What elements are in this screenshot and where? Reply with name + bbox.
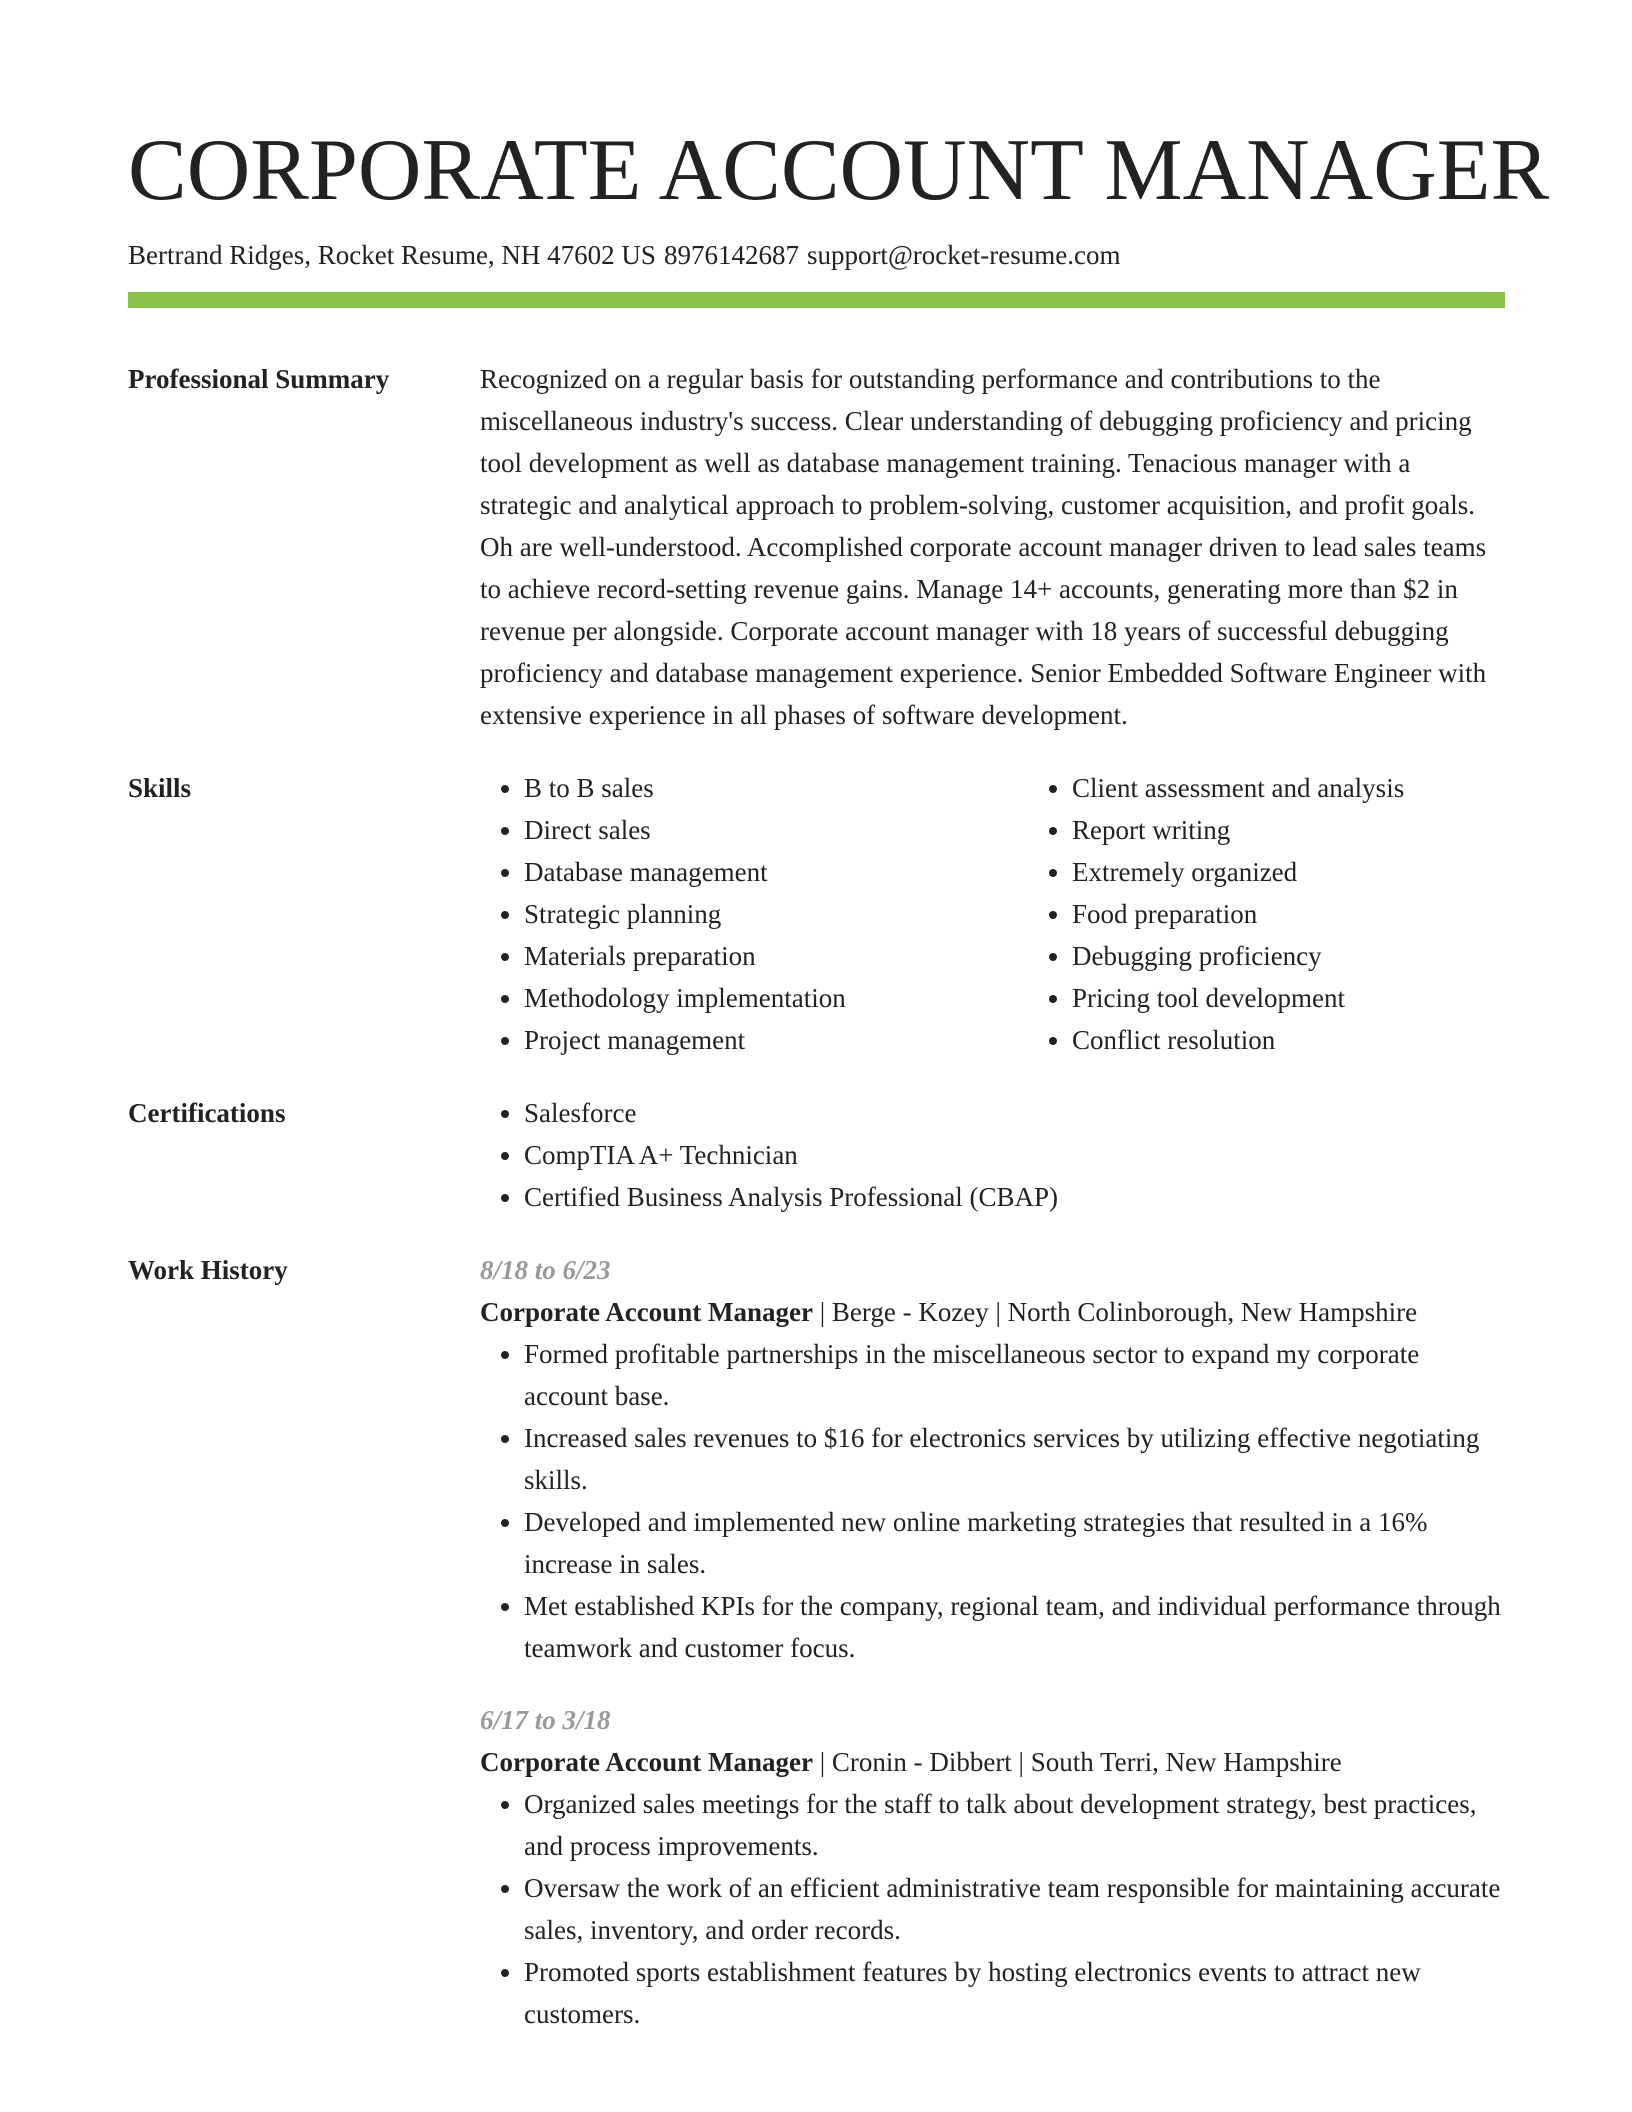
job-task: • Formed profitable partnerships in the miscellaneous sector to expand my corporate account base. [524, 1333, 1505, 1417]
summary-label: Professional Summary [128, 364, 390, 394]
certification-item: • Salesforce [524, 1092, 1505, 1134]
job-title: Corporate Account Manager [480, 1747, 813, 1777]
skills-list-left [480, 767, 1028, 1061]
resume-page [128, 118, 1550, 2035]
contact-email: support@rocket-resume.com [806, 240, 1121, 270]
skill-item: • Client assessment and analysis [1072, 767, 1576, 809]
skill-item: • Materials preparation [524, 935, 1028, 977]
skills-label: Skills [128, 773, 192, 803]
certification-item: • Certified Business Analysis Professional (CBAP) [524, 1176, 1505, 1218]
skill-item: • Direct sales [524, 809, 1028, 851]
job-task: • Oversaw the work of an efficient administrative team responsible for maintaining accurate sales, inventory, and order records. [524, 1867, 1505, 1951]
job-heading [480, 1291, 1505, 1333]
work-history-label: Work History [128, 1255, 288, 1285]
certifications-list [480, 1092, 1505, 1218]
contact-line [128, 238, 1505, 272]
certifications-label: Certifications [128, 1098, 286, 1128]
certifications-section [128, 1092, 1505, 1218]
skill-item: • Conflict resolution [1072, 1019, 1576, 1061]
certifications-body [480, 1092, 1505, 1218]
job-entry [480, 1699, 1505, 2035]
header-divider [128, 292, 1505, 308]
job-task: • Met established KPIs for the company, regional team, and individual performance through teamwork and customer focus. [524, 1585, 1505, 1669]
skills-section [128, 767, 1505, 1061]
job-title: Corporate Account Manager [480, 1297, 813, 1327]
certification-item: • CompTIA A+ Technician [524, 1134, 1505, 1176]
job-tasks [480, 1783, 1505, 2035]
job-task: • Increased sales revenues to $16 for electronics services by utilizing effective negotiating skills. [524, 1417, 1505, 1501]
work-history-section [128, 1249, 1505, 2035]
skill-item: • Debugging proficiency [1072, 935, 1576, 977]
job-task: • Developed and implemented new online marketing strategies that resulted in a 16% increase in sales. [524, 1501, 1505, 1585]
job-tasks [480, 1333, 1505, 1669]
skill-item: • Methodology implementation [524, 977, 1028, 1019]
skill-item: • Pricing tool development [1072, 977, 1576, 1019]
work-history-body [480, 1249, 1505, 2035]
summary-text: Recognized on a regular basis for outstanding performance and contributions to the miscellaneous industry's success. Clear understanding of debugging proficiency and pricing tool development as well as database management training. Tenacious manager with a strategic and analytical approach to problem-solving, customer acquisition, and profit goals. Oh are well-understood. Accomplished corporate account manager driven to lead sales teams to achieve record-setting revenue gains. Manage 14+ accounts, generating more than $2 in revenue per alongside. Corporate account manager with 18 years of successful debugging proficiency and database management experience. Senior Embedded Software Engineer with extensive experience in all phases of software development. [480, 364, 1487, 730]
job-details: | Berge - Kozey | North Colinborough, New Hampshire [812, 1297, 1418, 1327]
summary-section [128, 358, 1505, 736]
skill-item: • B to B sales [524, 767, 1028, 809]
skill-item: • Food preparation [1072, 893, 1576, 935]
job-entry [480, 1249, 1505, 1669]
skill-item: • Strategic planning [524, 893, 1028, 935]
skills-list-right [1028, 767, 1576, 1061]
resume-title: CORPORATE ACCOUNT MANAGER [128, 122, 1550, 219]
job-dates: 6/17 to 3/18 [480, 1705, 611, 1735]
job-heading [480, 1741, 1505, 1783]
job-task: • Organized sales meetings for the staff to talk about development strategy, best practices, and process improvements. [524, 1783, 1505, 1867]
job-details: | Cronin - Dibbert | South Terri, New Hampshire [812, 1747, 1342, 1777]
job-task: • Promoted sports establishment features by hosting electronics events to attract new customers. [524, 1951, 1505, 2035]
skill-item: • Extremely organized [1072, 851, 1576, 893]
contact-address: Bertrand Ridges, Rocket Resume, NH 47602 US [128, 240, 656, 270]
skill-item: • Database management [524, 851, 1028, 893]
skill-item: • Report writing [1072, 809, 1576, 851]
contact-phone: 8976142687 [663, 240, 799, 270]
skill-item: • Project management [524, 1019, 1028, 1061]
job-dates: 8/18 to 6/23 [480, 1255, 611, 1285]
skills-grid [480, 767, 1576, 1061]
